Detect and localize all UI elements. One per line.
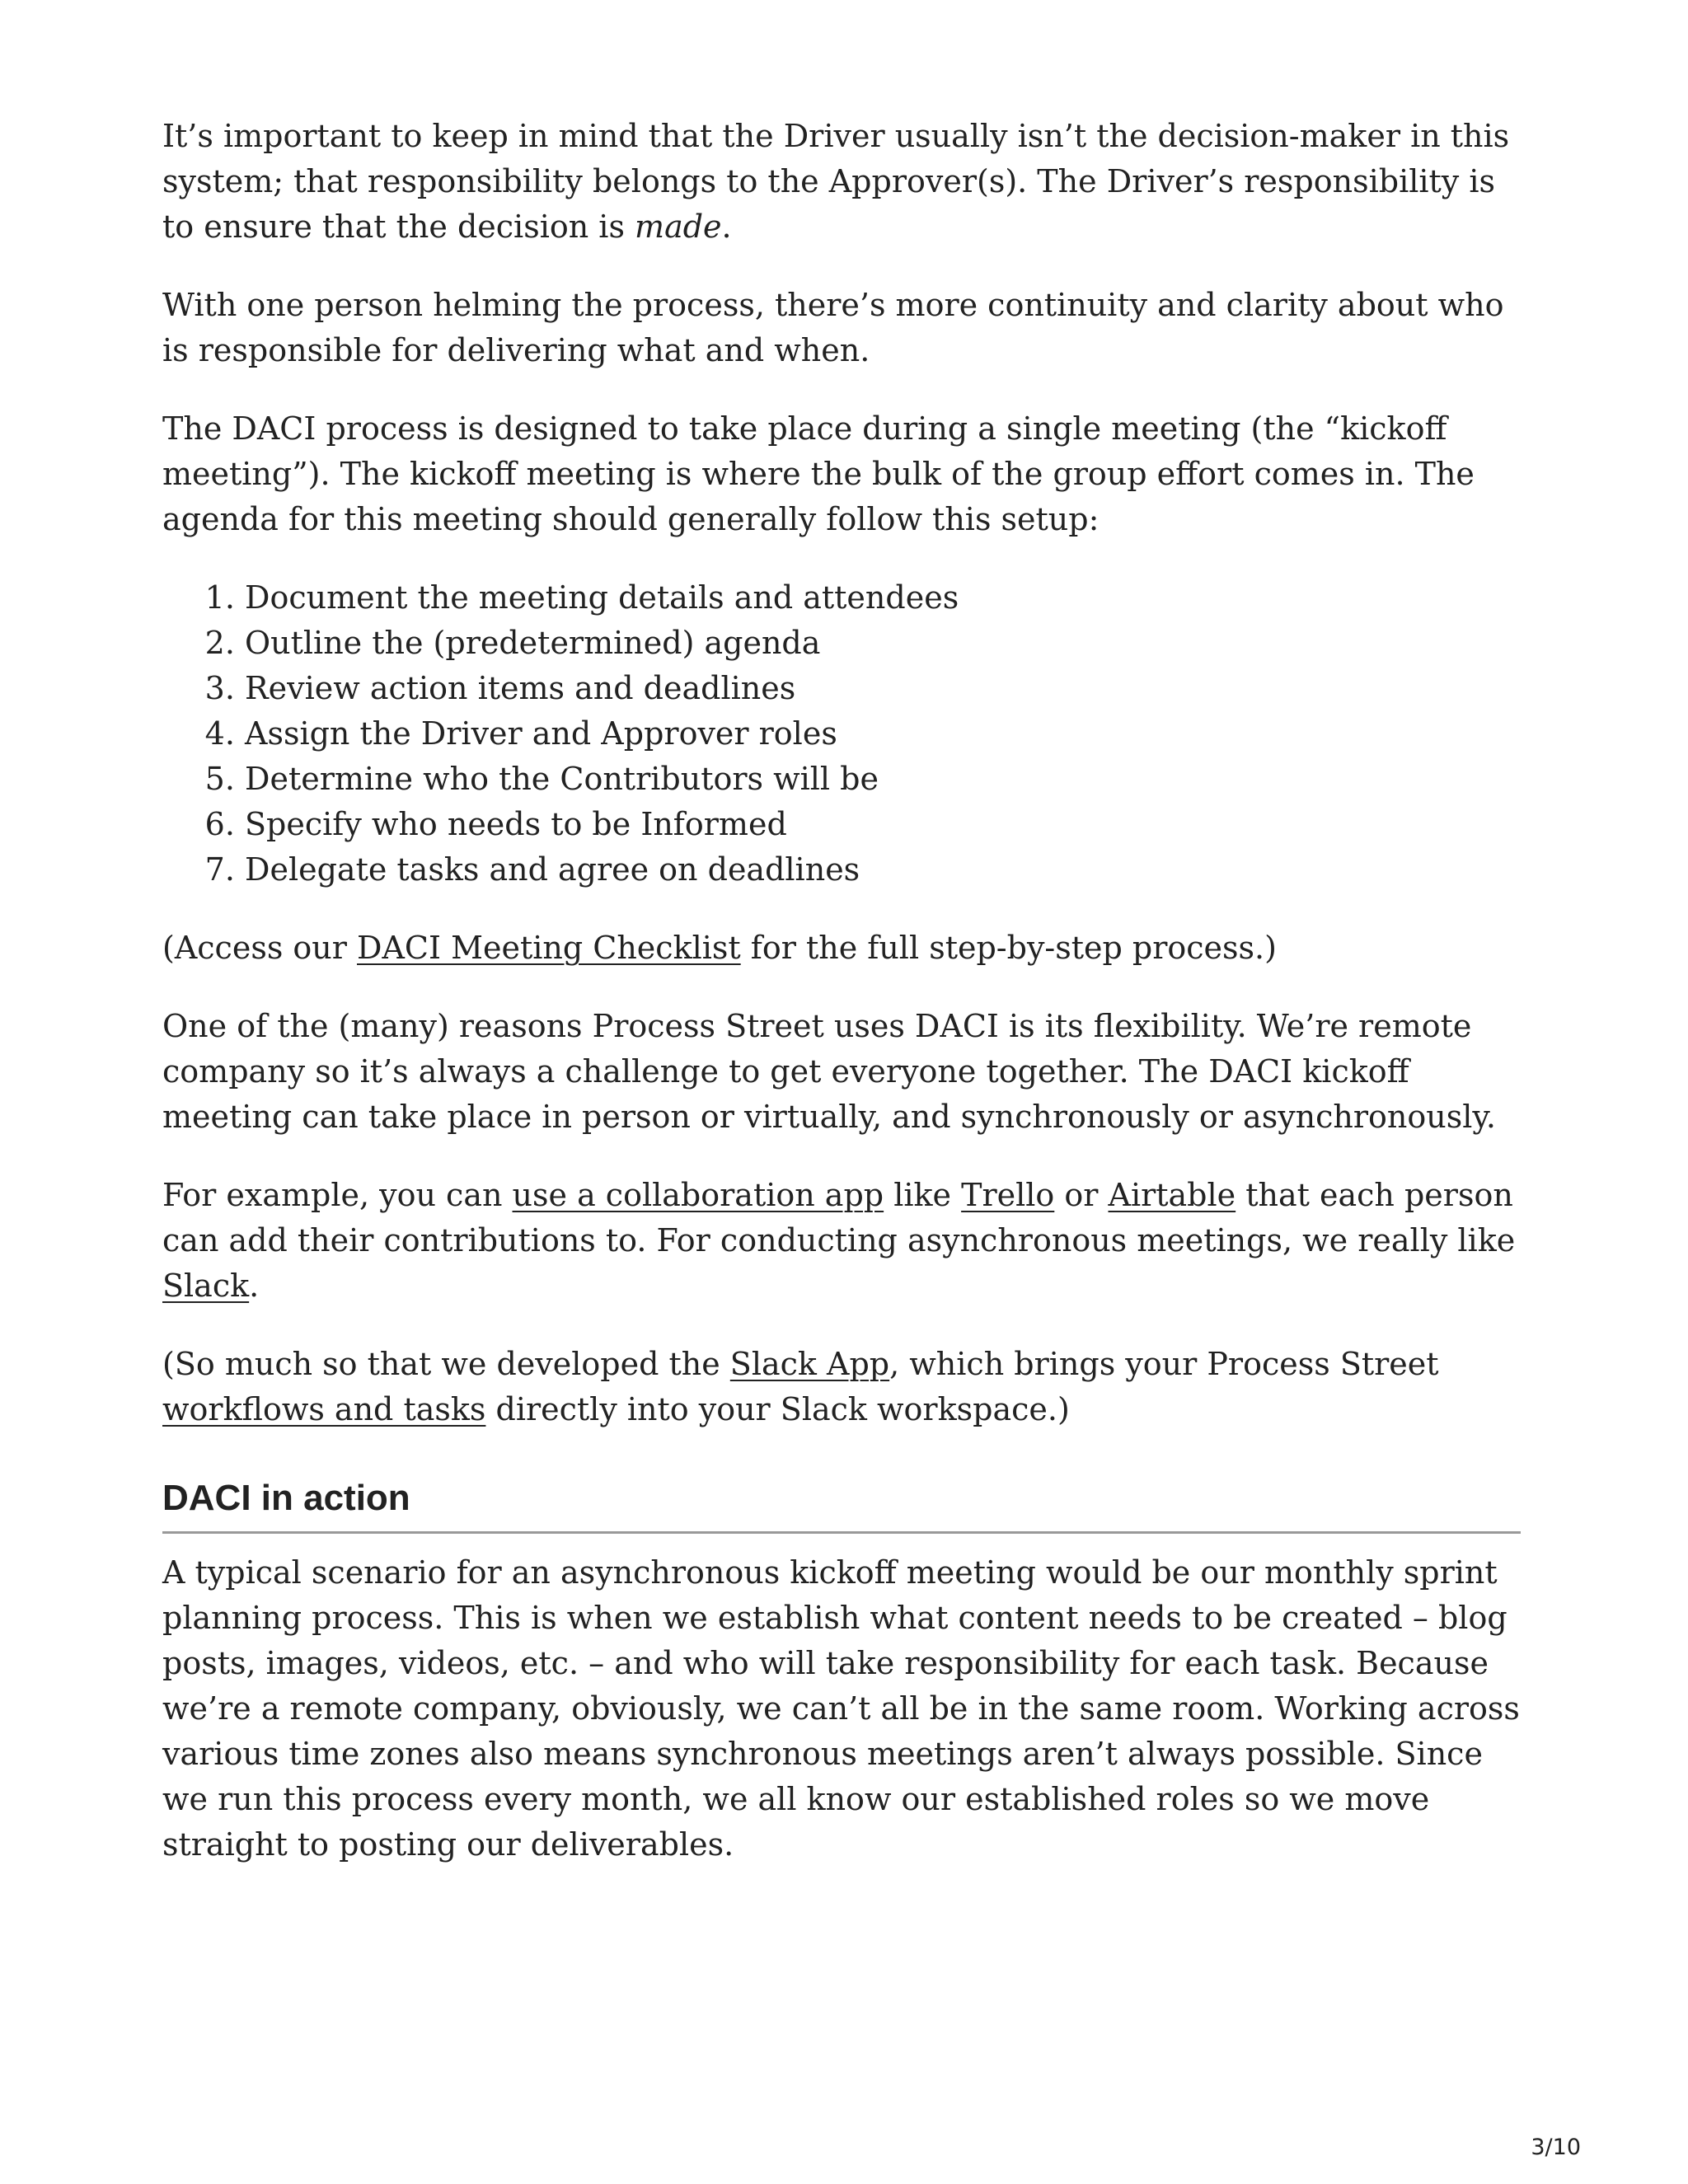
agenda-list bbox=[162, 575, 1521, 893]
emphasis-made: made bbox=[635, 209, 722, 245]
paragraph-text: that each person can add their contributions to. For conducting asynchronous meetings, we really like bbox=[162, 1177, 1516, 1258]
slack-app-link[interactable]: Slack App bbox=[729, 1346, 890, 1382]
paragraph-kickoff-meeting: The DACI process is designed to take place during a single meeting (the “kickoff meeting”). The kickoff meeting is where the bulk of the group effort comes in. The agenda for this meeting should generally follow this setup: bbox=[162, 410, 1475, 537]
document-page bbox=[162, 114, 1521, 1900]
paragraph-example-apps bbox=[162, 1173, 1521, 1309]
paragraph-text: For example, you can bbox=[162, 1177, 513, 1213]
paragraph-checklist bbox=[162, 926, 1521, 971]
airtable-link[interactable]: Airtable bbox=[1108, 1177, 1236, 1213]
list-item: 2. Outline the (predetermined) agenda bbox=[245, 621, 1521, 666]
trello-link[interactable]: Trello bbox=[961, 1177, 1055, 1213]
paragraph-flexibility: One of the (many) reasons Process Street uses DACI is its flexibility. We’re remote company so it’s always a challenge to get everyone together. The DACI kickoff meeting can take place in person or virtually, and synchronously or asynchronously. bbox=[162, 1008, 1496, 1135]
list-item: 4. Assign the Driver and Approver roles bbox=[245, 711, 1521, 757]
paragraph-text: like bbox=[884, 1177, 962, 1213]
daci-meeting-checklist-link[interactable]: DACI Meeting Checklist bbox=[357, 930, 741, 966]
paragraph-text: for the full step-by-step process.) bbox=[740, 930, 1277, 966]
list-item: 1. Document the meeting details and attendees bbox=[245, 575, 1521, 621]
workflows-and-tasks-link[interactable]: workflows and tasks bbox=[162, 1391, 486, 1427]
list-item: 3. Review action items and deadlines bbox=[245, 666, 1521, 711]
slack-link[interactable]: Slack bbox=[162, 1268, 250, 1304]
collaboration-app-link[interactable]: use a collaboration app bbox=[512, 1177, 884, 1213]
page-number: 3/10 bbox=[1531, 2135, 1581, 2160]
paragraph-continuity: With one person helming the process, there’s more continuity and clarity about who is responsible for delivering what and when. bbox=[162, 287, 1504, 368]
paragraph-text: directly into your Slack workspace.) bbox=[485, 1391, 1070, 1427]
paragraph-driver-role bbox=[162, 114, 1521, 250]
paragraph-text: , which brings your Process Street bbox=[889, 1346, 1439, 1382]
list-item: 5. Determine who the Contributors will be bbox=[245, 757, 1521, 802]
paragraph-text: (Access our bbox=[162, 930, 357, 966]
paragraph-text: It’s important to keep in mind that the Driver usually isn’t the decision-maker in this system; that responsibility belongs to the Approver(s). The Driver’s responsibility is to ensure that the decision is bbox=[162, 118, 1510, 245]
list-item: 6. Specify who needs to be Informed bbox=[245, 802, 1521, 847]
paragraph-text: . bbox=[721, 209, 732, 245]
list-item: 7. Delegate tasks and agree on deadlines bbox=[245, 847, 1521, 893]
paragraph-slack-app bbox=[162, 1342, 1521, 1432]
paragraph-sprint-planning: A typical scenario for an asynchronous kickoff meeting would be our monthly sprint planning process. This is when we establish what content needs to be created – blog posts, images, videos, etc. – and who will take responsibility for each task. Because we’re a remote company, obviously, we can’t all be in the same room. Working across various time zones also means synchronous meetings aren’t always possible. Since we run this process every month, we all know our established roles so we move straight to posting our deliverables. bbox=[162, 1554, 1520, 1863]
section-heading: DACI in action bbox=[162, 1475, 1521, 1534]
paragraph-text: or bbox=[1054, 1177, 1109, 1213]
paragraph-text: (So much so that we developed the bbox=[162, 1346, 730, 1382]
paragraph-text: . bbox=[249, 1268, 260, 1304]
